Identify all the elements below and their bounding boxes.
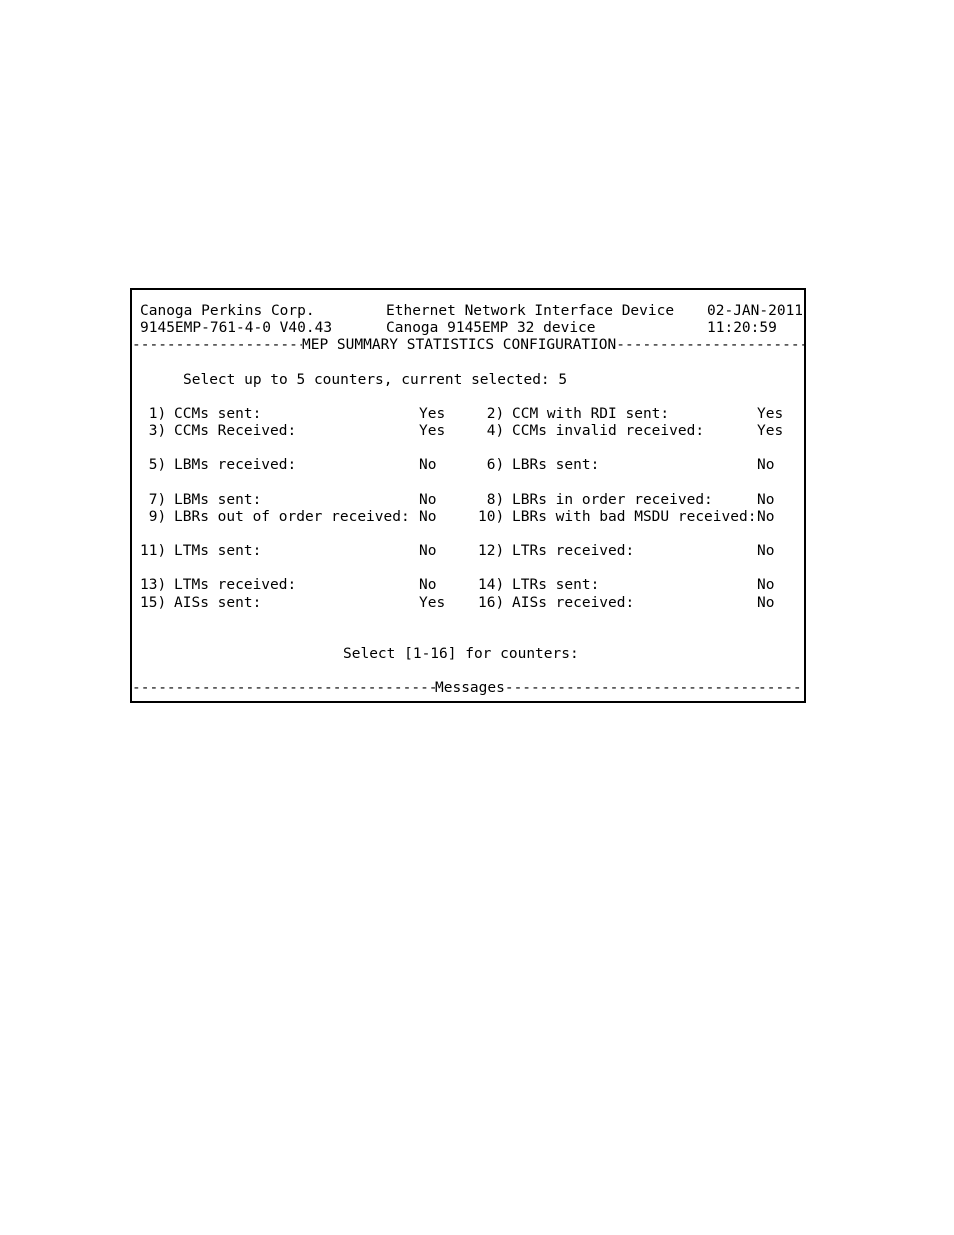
screen-title: MEP SUMMARY STATISTICS CONFIGURATION [302,337,617,353]
counter-label: CCMs Received: [174,423,297,439]
counter-label: LBRs sent: [512,457,600,473]
counter-number: 3) [140,423,167,439]
product-name: Ethernet Network Interface Device [386,303,675,319]
counter-label: AISs sent: [174,595,262,611]
counter-label: LTRs sent: [512,577,600,593]
instruction-text: Select up to 5 counters, current selected: 5 [183,372,568,388]
counter-number: 5) [140,457,167,473]
counter-value: No [757,492,775,508]
counter-value: Yes [419,423,446,439]
system-date: 02-JAN-2011 [707,303,804,319]
device-name: Canoga 9145EMP 32 device [386,320,596,336]
counter-label: LTMs sent: [174,543,262,559]
counter-number: 7) [140,492,167,508]
counter-label: LBRs out of order received: [174,509,410,525]
firmware-version: 9145EMP-761-4-0 V40.43 [140,320,333,336]
counter-label: CCM with RDI sent: [512,406,670,422]
counter-label: CCMs invalid received: [512,423,705,439]
system-time: 11:20:59 [707,320,777,336]
counter-number: 10) [478,509,505,525]
counter-value: No [419,457,437,473]
counter-value: No [419,543,437,559]
counter-label: LBRs in order received: [512,492,713,508]
counter-value: Yes [419,406,446,422]
counter-number: 8) [478,492,505,508]
counter-label: LBRs with bad MSDU received: [512,509,757,525]
company-name: Canoga Perkins Corp. [140,303,315,319]
counter-number: 9) [140,509,167,525]
counter-number: 16) [478,595,505,611]
counter-label: LBMs received: [174,457,297,473]
counter-number: 15) [140,595,167,611]
counter-number: 6) [478,457,505,473]
counter-value: No [757,595,775,611]
selection-prompt[interactable]: Select [1-16] for counters: [343,646,579,662]
counter-label: LBMs sent: [174,492,262,508]
counter-number: 2) [478,406,505,422]
terminal-window [130,288,806,703]
messages-title: Messages [435,680,505,696]
counter-label: AISs received: [512,595,635,611]
screen-title-bar [132,337,804,354]
counter-value: Yes [757,406,784,422]
counter-number: 14) [478,577,505,593]
counter-label: CCMs sent: [174,406,262,422]
counter-number: 13) [140,577,167,593]
counter-value: No [419,509,437,525]
messages-bar [132,680,802,697]
counter-label: LTMs received: [174,577,297,593]
counter-value: No [757,509,775,525]
counter-value: No [757,457,775,473]
counter-number: 4) [478,423,505,439]
counter-number: 11) [140,543,167,559]
counter-number: 12) [478,543,505,559]
counter-value: No [419,492,437,508]
counter-value: No [757,577,775,593]
counter-value: Yes [419,595,446,611]
counter-value: No [757,543,775,559]
counter-value: Yes [757,423,784,439]
counter-number: 1) [140,406,167,422]
counter-value: No [419,577,437,593]
counter-label: LTRs received: [512,543,635,559]
